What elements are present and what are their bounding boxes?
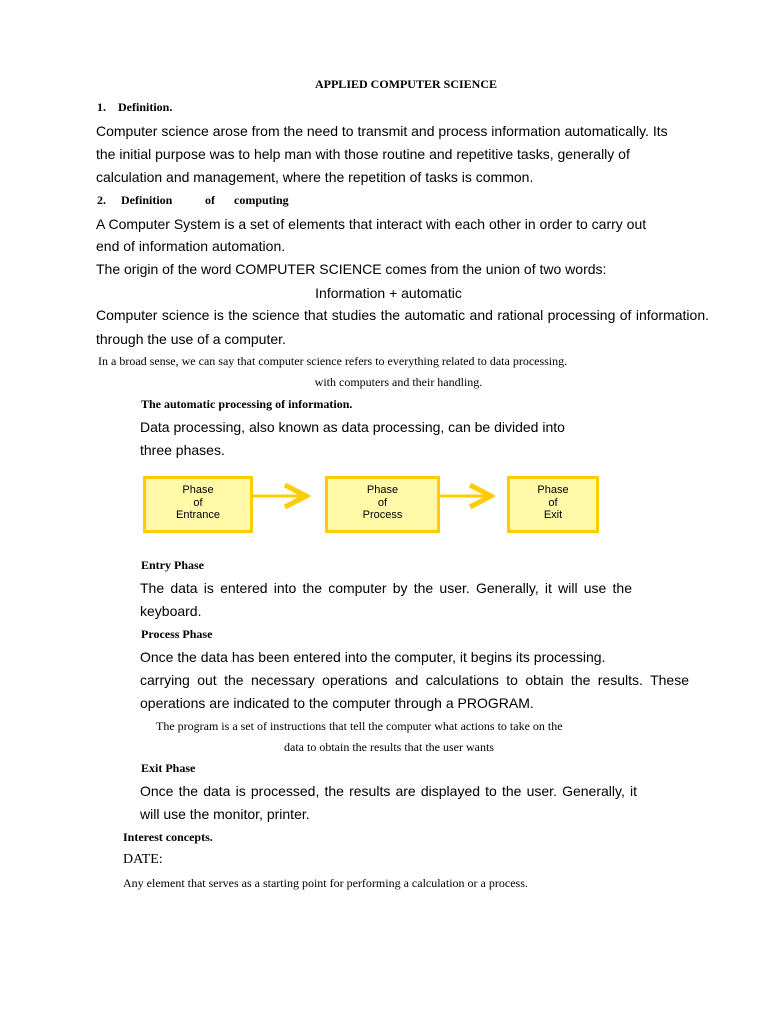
- section-2-paragraph-line: A Computer System is a set of elements that interact with each other in order to carry out: [96, 216, 647, 232]
- process-phase-line: carrying out the necessary operations and calculations to obtain the results. These: [140, 672, 689, 688]
- entry-phase-heading: Entry Phase: [141, 558, 204, 572]
- section-2-paragraph-line: The origin of the word COMPUTER SCIENCE comes from the union of two words:: [96, 261, 607, 277]
- process-phase-heading: Process Phase: [141, 627, 213, 641]
- phase-box-label: Phase: [366, 484, 399, 496]
- process-phase-line: operations are indicated to the computer through a PROGRAM.: [140, 695, 534, 711]
- arrow-right-icon: [253, 483, 311, 511]
- section-1-paragraph-line: calculation and management, where the repetition of tasks is common.: [96, 169, 534, 185]
- auto-processing-heading: The automatic processing of information.: [141, 397, 353, 411]
- auto-processing-line: three phases.: [140, 442, 225, 458]
- section-2-paragraph-line: Computer science is the science that studies the automatic and rational processing of information.: [96, 307, 709, 323]
- phase-box-process: [325, 476, 440, 533]
- program-note-line: data to obtain the results that the user wants: [284, 740, 494, 754]
- section-2-heading-word: computing: [234, 193, 289, 207]
- section-1-paragraph-line: Computer science arose from the need to transmit and process information automatically. Its: [96, 123, 668, 139]
- section-2-paragraph-line: end of information automation.: [96, 238, 286, 254]
- small-note-line: with computers and their handling.: [314, 375, 483, 389]
- section-1-heading: 1. Definition.: [97, 100, 173, 114]
- section-2-heading-word: of: [205, 193, 215, 207]
- auto-processing-line: Data processing, also known as data processing, can be divided into: [140, 419, 565, 435]
- exit-phase-line: Once the data is processed, the results are displayed to the user. Generally, it: [140, 783, 637, 799]
- section-2-number: 2.: [97, 193, 106, 207]
- phase-box-exit: [507, 476, 599, 533]
- phase-box-label: Phase: [182, 484, 214, 496]
- section-2-heading-word: Definition: [121, 193, 173, 207]
- phase-box-label: Entrance: [175, 509, 221, 521]
- page-title: APPLIED COMPUTER SCIENCE: [314, 77, 497, 91]
- date-label: DATE:: [123, 852, 163, 867]
- small-note-line: In a broad sense, we can say that computer science refers to everything related to data processing.: [98, 354, 568, 368]
- phase-box-label: of: [193, 496, 203, 509]
- exit-phase-heading: Exit Phase: [141, 761, 196, 775]
- phase-box-label: Exit: [543, 509, 563, 521]
- entry-phase-line: keyboard.: [140, 603, 202, 619]
- exit-phase-line: will use the monitor, printer.: [140, 806, 310, 822]
- entry-phase-line: The data is entered into the computer by the user. Generally, it will use the: [140, 580, 632, 596]
- formula-line: Information + automatic: [315, 285, 462, 301]
- arrow-right-icon: [440, 483, 495, 511]
- phase-box-label: of: [548, 496, 558, 509]
- date-definition: Any element that serves as a starting point for performing a calculation or a process.: [123, 876, 528, 890]
- interest-concepts-heading: Interest concepts.: [123, 830, 213, 844]
- program-note-line: The program is a set of instructions that tell the computer what actions to take on the: [156, 719, 563, 733]
- phase-box-entrance: [143, 476, 253, 533]
- phase-box-label: of: [377, 496, 388, 509]
- process-phase-line: Once the data has been entered into the computer, it begins its processing.: [140, 649, 606, 665]
- section-1-paragraph-line: the initial purpose was to help man with those routine and repetitive tasks, generally of: [96, 146, 630, 162]
- phase-box-label: Phase: [537, 484, 569, 496]
- section-2-paragraph-line: through the use of a computer.: [96, 331, 286, 347]
- phase-box-label: Process: [362, 509, 403, 521]
